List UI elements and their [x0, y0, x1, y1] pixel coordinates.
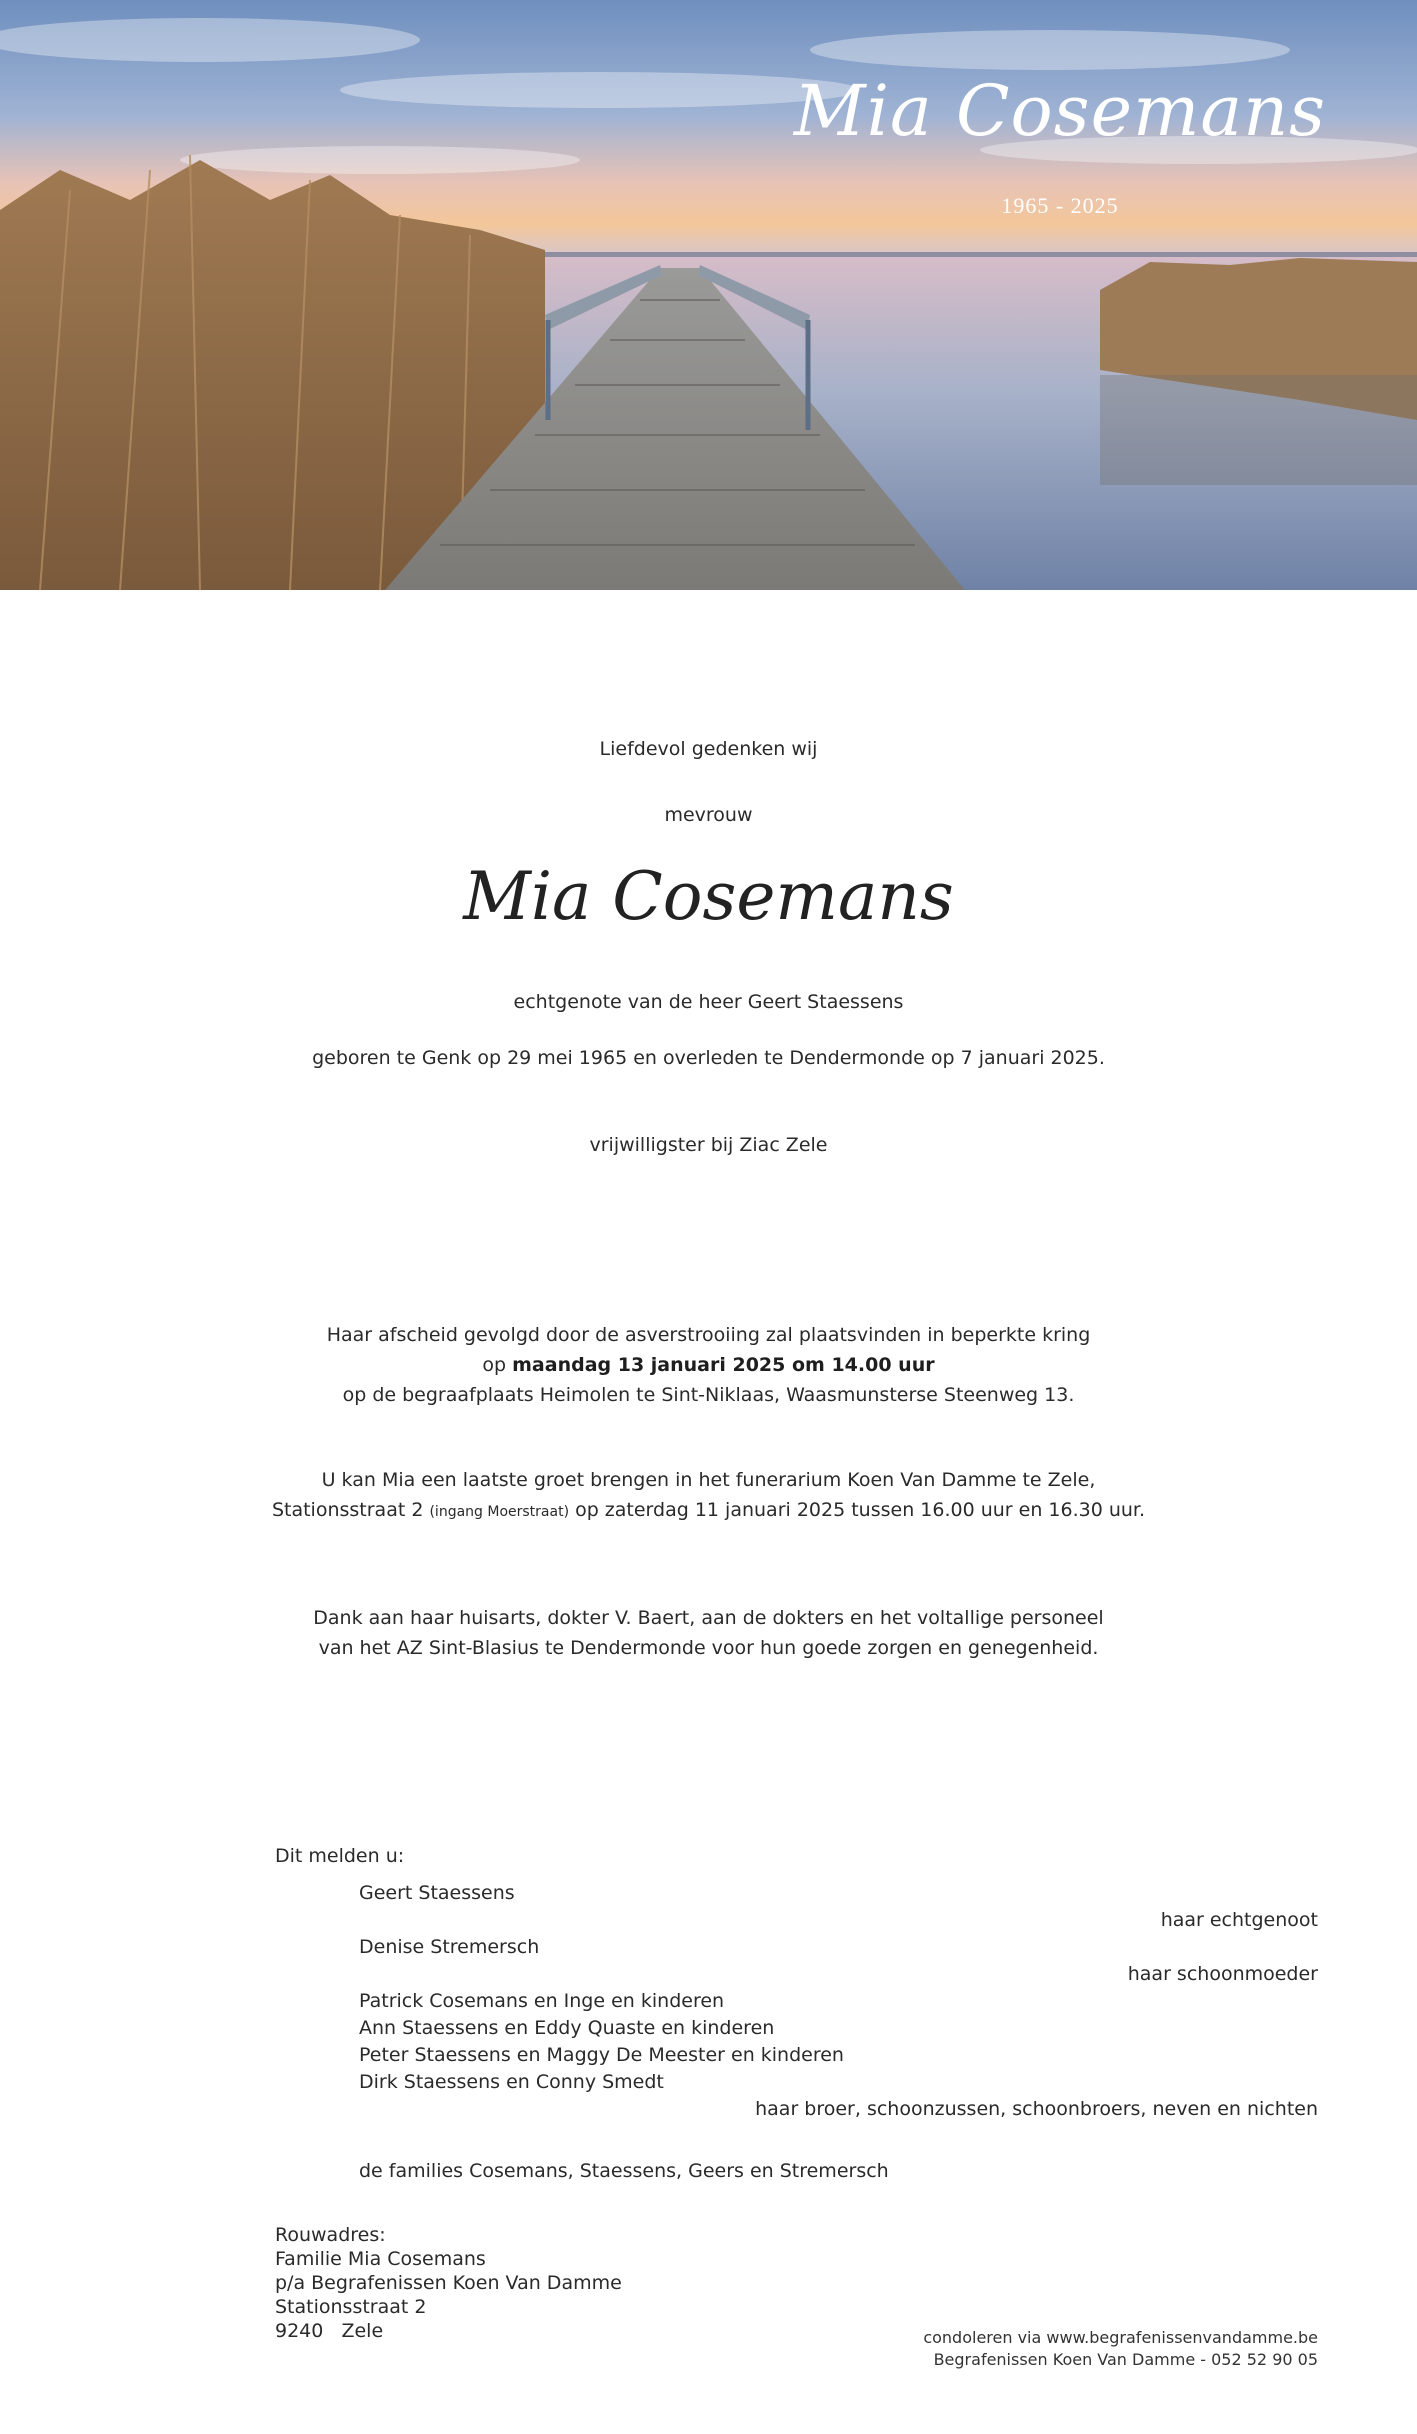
family-families: de families Cosemans, Staessens, Geers en Stremersch	[359, 2160, 889, 2182]
address-label: Rouwadres:	[275, 2224, 386, 2246]
thanks-line-1: Dank aan haar huisarts, dokter V. Baert, aan de dokters en het voltallige personeel	[313, 1607, 1104, 1629]
family-mother-in-law-role: haar schoonmoeder	[1127, 1963, 1318, 1985]
title-text: mevrouw	[664, 804, 753, 826]
thanks-line-2: van het AZ Sint-Blasius te Dendermonde voor hun goede zorgen en genegenheid.	[318, 1637, 1099, 1659]
family-husband: Geert Staessens	[359, 1882, 515, 1904]
undertaker-contact: Begrafenissen Koen Van Damme - 052 52 90 05	[933, 2350, 1318, 2369]
visit-entrance: (ingang Moerstraat)	[429, 1504, 570, 1520]
family-heading: Dit melden u:	[275, 1845, 405, 1867]
family-sibling: Peter Staessens en Maggy De Meester en kinderen	[359, 2044, 844, 2066]
family-sibling: Dirk Staessens en Conny Smedt	[359, 2071, 664, 2093]
visit-line-1: U kan Mia een laatste groet brengen in het funerarium Koen Van Damme te Zele,	[321, 1469, 1096, 1491]
ceremony-prefix: op	[482, 1354, 513, 1376]
ceremony-datetime: maandag 13 januari 2025 om 14.00 uur	[512, 1354, 935, 1376]
deceased-name: Mia Cosemans	[463, 858, 954, 935]
address-line: Familie Mia Cosemans	[275, 2248, 486, 2270]
hero-image	[0, 0, 1417, 590]
address-line: Stationsstraat 2	[275, 2296, 427, 2318]
family-sibling: Ann Staessens en Eddy Quaste en kinderen	[359, 2017, 775, 2039]
spouse-text: echtgenote van de heer Geert Staessens	[513, 991, 904, 1013]
ceremony-line-3: op de begraafplaats Heimolen te Sint-Niklaas, Waasmunsterse Steenweg 13.	[342, 1384, 1075, 1406]
family-siblings-role: haar broer, schoonzussen, schoonbroers, neven en nichten	[755, 2098, 1318, 2120]
condolences-link[interactable]: condoleren via www.begrafenissenvandamme.be	[923, 2328, 1318, 2347]
address-line: 9240 Zele	[275, 2320, 384, 2342]
family-sibling: Patrick Cosemans en Inge en kinderen	[359, 1990, 725, 2012]
volunteer-text: vrijwilligster bij Ziac Zele	[589, 1134, 828, 1156]
hero-name: Mia Cosemans	[793, 70, 1327, 152]
intro-text: Liefdevol gedenken wij	[599, 738, 818, 760]
ceremony-line-1: Haar afscheid gevolgd door de asverstrooiing zal plaatsvinden in beperkte kring	[326, 1324, 1091, 1346]
visit-time: op zaterdag 11 januari 2025 tussen 16.00 uur en 16.30 uur.	[569, 1499, 1146, 1521]
address-line: p/a Begrafenissen Koen Van Damme	[275, 2272, 622, 2294]
visit-line-2	[0, 1495, 1417, 1527]
family-mother-in-law: Denise Stremersch	[359, 1936, 540, 1958]
ceremony-line-2	[0, 1350, 1417, 1380]
birth-death-text: geboren te Genk op 29 mei 1965 en overleden te Dendermonde op 7 januari 2025.	[312, 1047, 1105, 1069]
hero-years: 1965 - 2025	[1001, 193, 1119, 218]
family-husband-role: haar echtgenoot	[1160, 1909, 1318, 1931]
visit-address: Stationsstraat 2	[271, 1499, 430, 1521]
